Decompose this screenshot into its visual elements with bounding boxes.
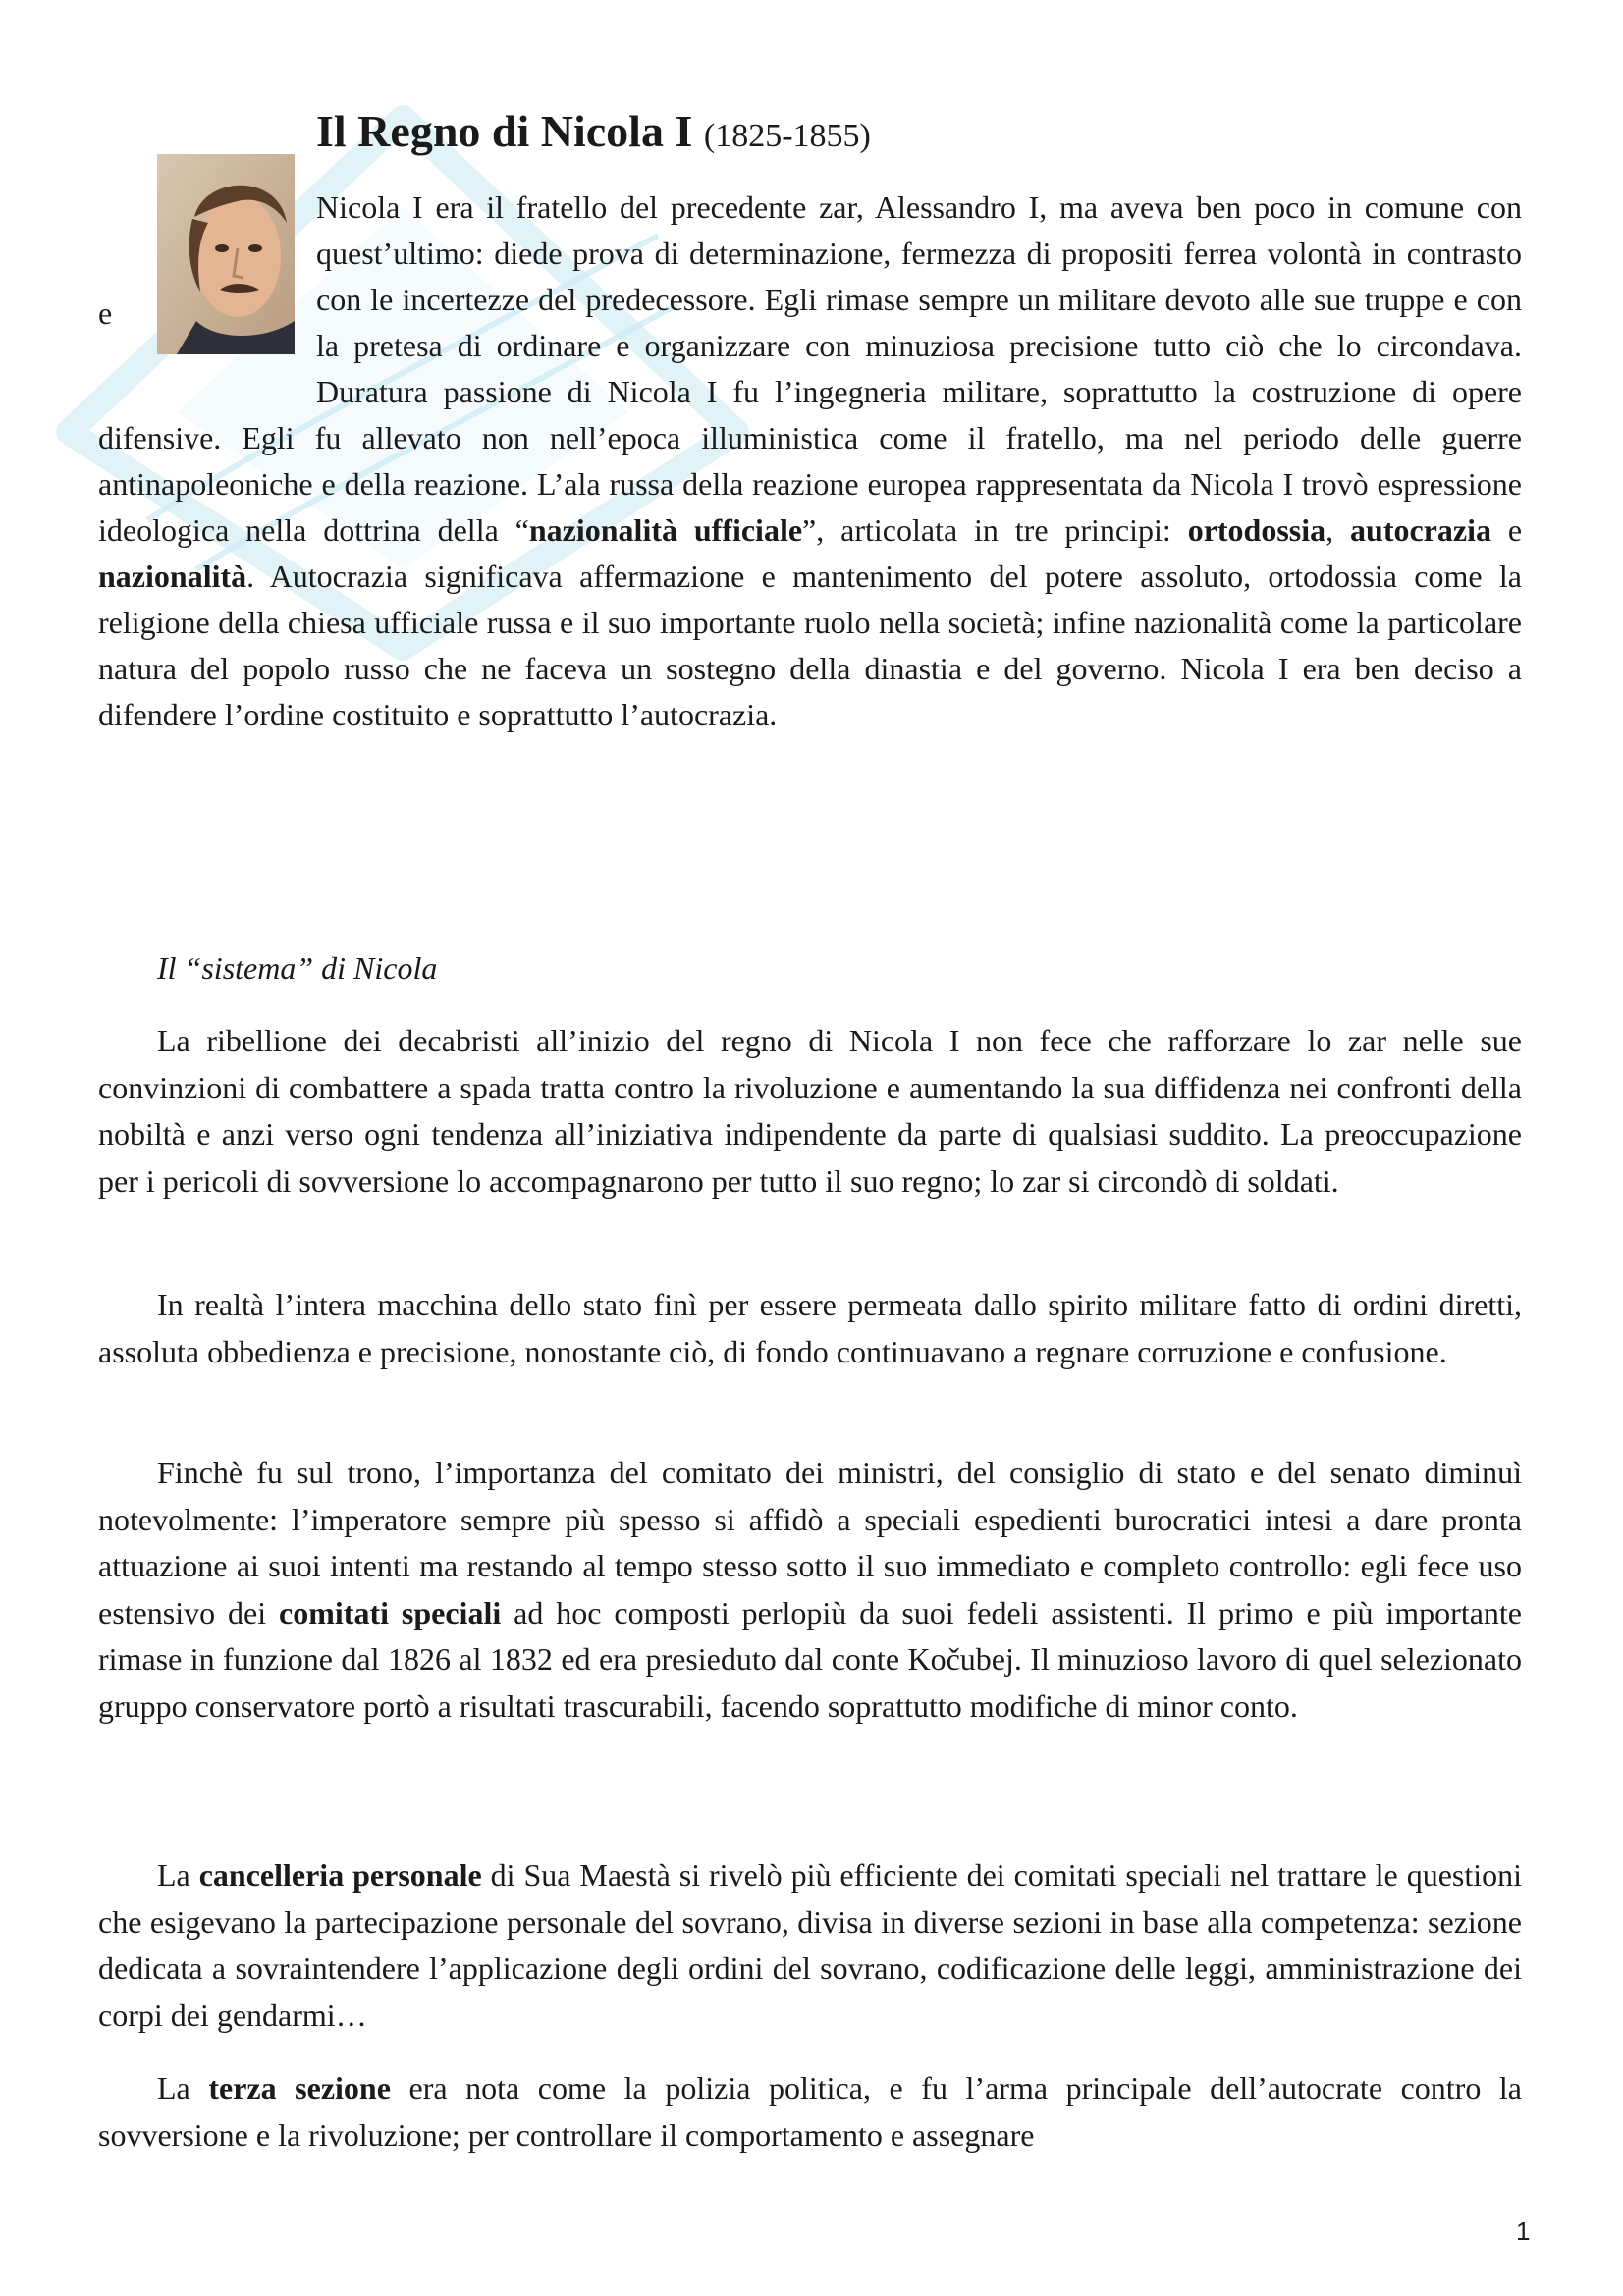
bold-term: ortodossia [1187, 512, 1326, 548]
page-number: 1 [1516, 2216, 1531, 2246]
text-run: La [157, 2070, 209, 2106]
text-run: , [1325, 512, 1351, 548]
body-paragraph [98, 2065, 1522, 2159]
body-paragraph [98, 1852, 1522, 2039]
section-subtitle: Il “sistema” di Nicola [157, 950, 438, 986]
text-run: Finchè fu sul trono, l’importanza del comitato dei ministri, del consiglio di stato e del senato diminuì notevolmente: l’imperatore sempre più spesso si affidò a speciali espedienti burocratici intesi a dare pronta attuazione ai suoi intenti ma restando al tempo stesso sotto il suo immediato e completo controllo: egli fece uso estensivo dei [98, 1455, 1522, 1630]
body-paragraph [98, 1282, 1522, 1375]
page-title [316, 102, 871, 166]
bold-term: terza sezione [208, 2070, 391, 2106]
title-text: Il Regno di Nicola I [316, 106, 693, 156]
title-dates: (1825-1855) [703, 118, 871, 154]
text-run: La ribellione dei decabristi all’inizio del regno di Nicola I non fece che rafforzare lo zar nelle sue convinzioni di combattere a spada tratta contro la rivoluzione e aumentando la sua diffidenza nei confronti della nobiltà e anzi verso ogni tendenza all’iniziativa indipendente da parte di qualsiasi suddito. La preoccupazione per i pericoli di sovversione lo accompagnarono per tutto il suo regno; lo zar si circondò di soldati. [98, 1023, 1522, 1199]
stray-letter: e [98, 295, 113, 331]
body-paragraph [98, 1450, 1522, 1730]
text-run: e [1490, 512, 1523, 548]
text-run: Nicola I era il fratello del precedente zar, Alessandro I, ma aveva ben poco in comune con quest’ultimo: diede prova di determinazione, fermezza di propositi ferrea volontà in contrasto con le incertezze del predecessore. Egli rimase sempre un militare devoto alle sue truppe e con la pretesa di ordinare e organizzare con minuziosa precisione tutto ciò che lo circondava. Duratura passione di Nicola I fu l’ingegneria militare, soprattutto la costruzione di opere difensive. Egli fu allevato non nell’epoca illuministica come il fratello, ma nel periodo delle guerre antinapoleoniche e della reazione. L’ala russa della reazione europea rappresentata da Nicola I trovò espressione ideologica nella dottrina della “ [98, 189, 1522, 548]
text-run: ad hoc composti perlopiù da suoi fedeli assistenti. Il primo e più importante rimase in funzione dal 1826 al 1832 ed era presieduto dal conte Kočubej. Il minuzioso lavoro di quel selezionato gruppo conservatore portò a risultati trascurabili, facendo soprattutto modifiche di minor conto. [98, 1594, 1523, 1724]
text-run: La [157, 1857, 199, 1893]
portrait-wrap-spacer [98, 185, 316, 373]
text-run: era nota come la polizia politica, e fu l’arma principale dell’autocrate contro la sovversione e la rivoluzione; per controllare il comportamento e assegnare [98, 2070, 1523, 2153]
text-run: di Sua Maestà si rivelò più efficiente dei comitati speciali nel trattare le questioni che esigevano la partecipazione personale del sovrano, divisa in diverse sezioni in base alla competenza: sezione dedicata a sovraintendere l’applicazione degli ordini del sovrano, codificazione delle leggi, amministrazione dei corpi dei gendarmi… [98, 1857, 1523, 2033]
bold-term: comitati speciali [279, 1594, 502, 1630]
bold-term: nazionalità [98, 559, 247, 594]
bold-term: nazionalità ufficiale [528, 512, 803, 548]
intro-paragraph [98, 185, 1522, 738]
text-run: . Autocrazia significava affermazione e mantenimento del potere assoluto, ortodossia come la religione della chiesa ufficiale russa e il suo importante ruolo nella società; infine nazionalità come la particolare natura del popolo russo che ne faceva un sostegno della dinastia e del governo. Nicola I era ben deciso a difendere l’ordine costituito e soprattutto l’autocrazia. [98, 559, 1522, 732]
text-run: In realtà l’intera macchina dello stato finì per essere permeata dallo spirito militare fatto di ordini diretti, assoluta obbedienza e precisione, nonostante ciò, di fondo continuavano a regnare corruzione e confusione. [98, 1287, 1522, 1369]
body-paragraph [98, 1018, 1522, 1204]
text-run: ”, articolata in tre principi: [802, 512, 1188, 548]
bold-term: cancelleria personale [198, 1857, 482, 1893]
bold-term: autocrazia [1350, 512, 1491, 548]
